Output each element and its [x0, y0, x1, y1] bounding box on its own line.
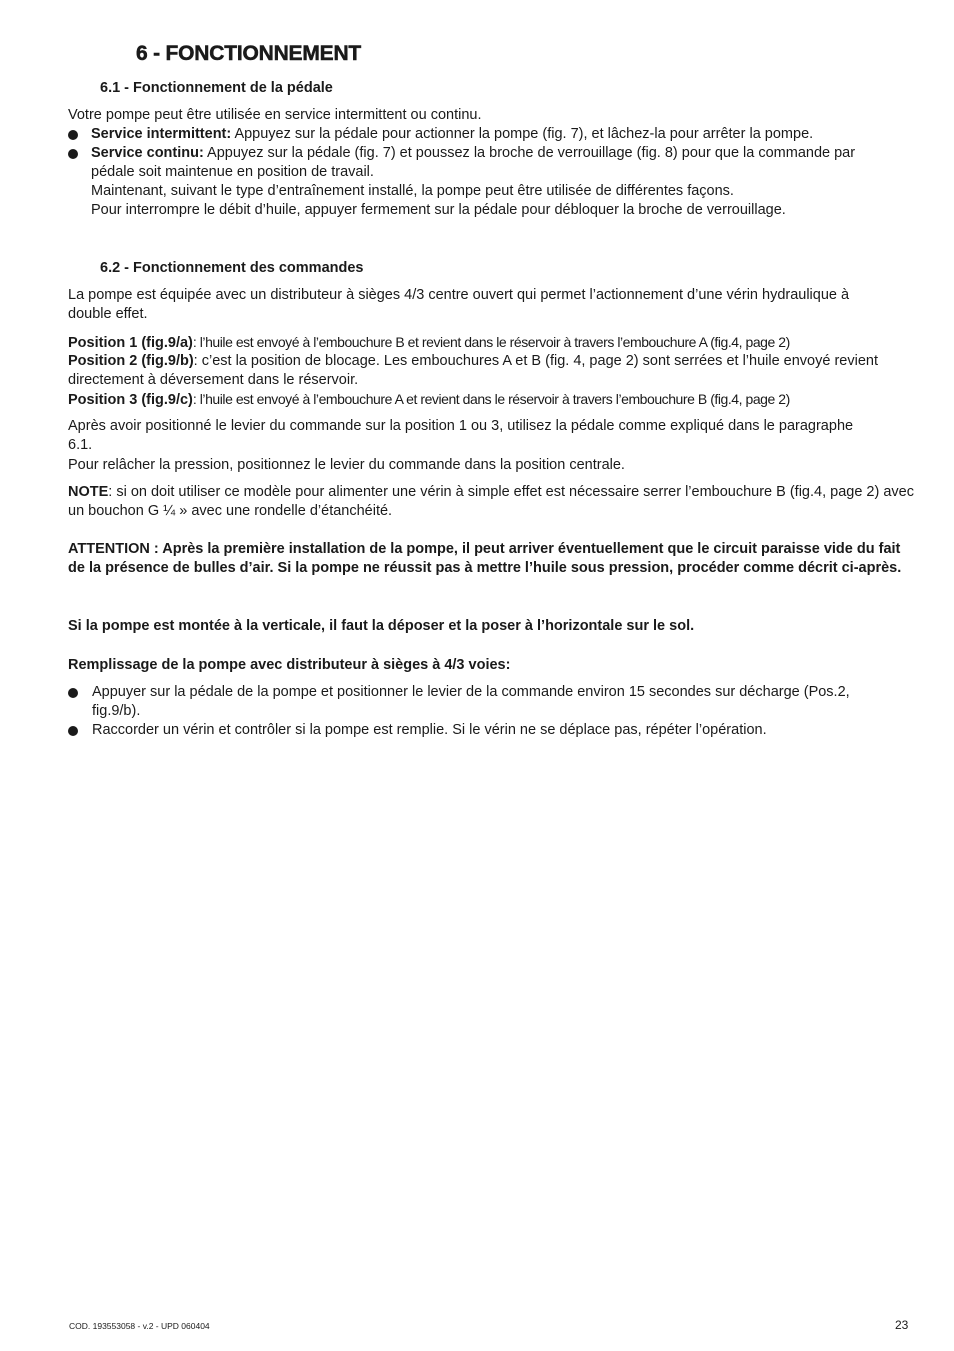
position-3-line — [68, 390, 918, 410]
bullet-continuation: Pour interrompre le débit d’huile, appuyer fermement sur la pédale pour débloquer la broche de verrouillage. — [91, 202, 786, 218]
bullet-icon — [68, 688, 78, 698]
bullet-icon — [68, 726, 78, 736]
bullet-text: Appuyer sur la pédale de la pompe et positionner le levier de la commande environ 15 secondes sur décharge (Pos.2, fig.9/b). — [92, 684, 850, 719]
position-text: : l’huile est envoyé à l’embouchure A et revient dans le réservoir à travers l’embouchure B (fig.4, page 2) — [192, 391, 790, 407]
position-label: Position 2 (fig.9/b) — [68, 353, 194, 369]
release-paragraph: Pour relâcher la pression, positionnez le levier du commande dans la position centrale. — [68, 457, 625, 473]
distributor-paragraph: La pompe est équipée avec un distributeur à sièges 4/3 centre ouvert qui permet l’actionnement d’une vérin hydraulique à double effet. — [68, 287, 850, 322]
position-label: Position 3 (fig.9/c) — [68, 392, 193, 408]
bullet-continuation: Maintenant, suivant le type d’entraînement installé, la pompe peut être utilisée de différentes façons. — [91, 183, 734, 199]
position-2-line — [68, 352, 898, 390]
position-text: : c’est la position de blocage. Les embouchures A et B (fig. 4, page 2) sont serrées et l’huile envoyé revient directement à déversement dans le réservoir. — [68, 353, 878, 388]
bullet-text: Appuyez sur la pédale pour actionner la pompe (fig. 7), et lâchez-la pour arrêter la pompe. — [231, 126, 814, 142]
position-text: : l’huile est envoyé à l’embouchure B et revient dans le réservoir à travers l’embouchure A (fig.4, page 2) — [192, 334, 790, 350]
subsection-title-6-1: 6.1 - Fonctionnement de la pédale — [100, 80, 333, 96]
attention-paragraph: ATTENTION : Après la première installation de la pompe, il peut arriver éventuellement que le circuit paraisse vide du fait de la présence de bulles d’air. Si la pompe ne réussit pas à mettre l’huile sous pression, procéder comme décrit ci-après. — [68, 541, 902, 576]
note-text: : si on doit utiliser ce modèle pour alimenter une vérin à simple effet est nécessaire serrer l’embouchure B (fig.4, page 2) avec un bouchon G ¼ » avec une rondelle d’étanchéité. — [68, 484, 914, 519]
bullet-text: Appuyez sur la pédale (fig. 7) et poussez la broche de verrouillage (fig. 8) pour que la commande par pédale soit maintenue en position de travail. — [91, 145, 856, 180]
filling-title: Remplissage de la pompe avec distributeur à sièges à 4/3 voies: — [68, 657, 511, 673]
bullet-label: Service intermittent: — [91, 126, 232, 142]
after-position-paragraph: Après avoir positionné le levier du commande sur la position 1 ou 3, utilisez la pédale comme expliqué dans le paragraphe 6.1. — [68, 418, 854, 453]
vertical-paragraph: Si la pompe est montée à la verticale, il faut la déposer et la poser à l’horizontale sur le sol. — [68, 618, 695, 634]
note-paragraph — [68, 483, 918, 521]
position-1-line — [68, 333, 918, 353]
bullet-text: Raccorder un vérin et contrôler si la pompe est remplie. Si le vérin ne se déplace pas, répéter l’opération. — [92, 722, 767, 738]
position-label: Position 1 (fig.9/a) — [68, 335, 193, 351]
document-code: COD. 193553058 - v.2 - UPD 060404 — [69, 1321, 210, 1331]
bullet-label: Service continu: — [91, 145, 204, 161]
bullet-icon — [68, 149, 78, 159]
bullet-icon — [68, 130, 78, 140]
subsection-title-6-2: 6.2 - Fonctionnement des commandes — [100, 260, 364, 276]
note-label: NOTE — [68, 484, 109, 500]
page-number: 23 — [895, 1318, 909, 1332]
intro-paragraph: Votre pompe peut être utilisée en service intermittent ou continu. — [68, 107, 482, 123]
section-title: 6 - FONCTIONNEMENT — [136, 42, 362, 65]
